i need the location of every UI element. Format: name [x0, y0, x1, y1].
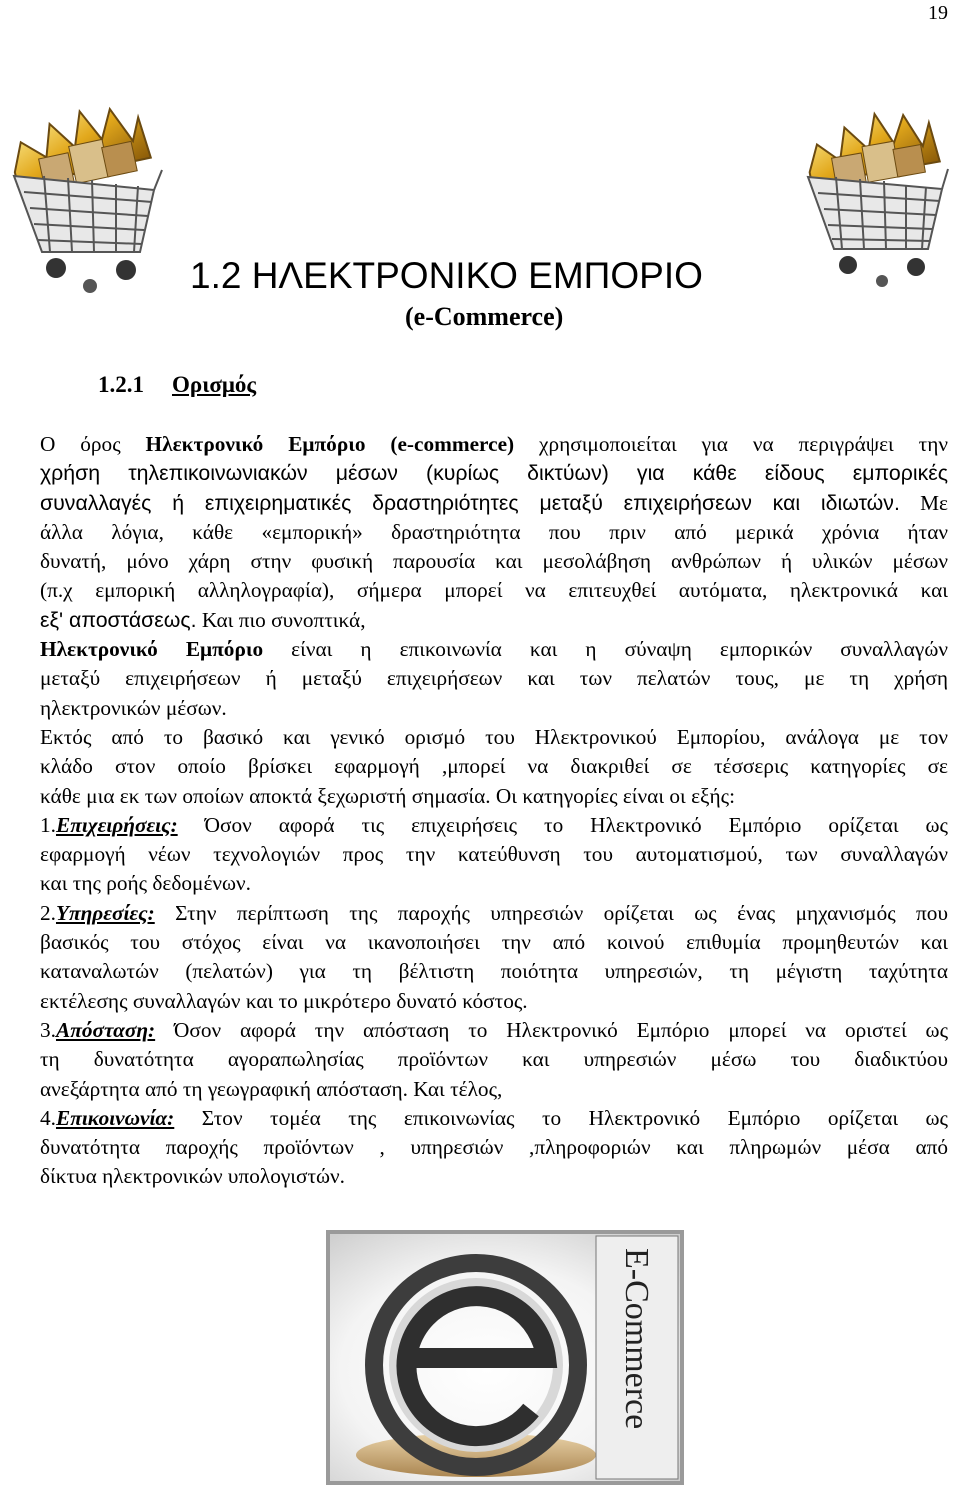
text-line: Ο όρος Ηλεκτρονικό Εμπόριο (e-commerce) χρησιμοποιείται για να περιγράψει την: [40, 432, 949, 456]
text-line: ανεξάρτητα από τη γεωγραφική απόσταση. Και τέλος,: [40, 1076, 503, 1101]
e-commerce-logo: [326, 1230, 684, 1485]
logo-text: E-Commerce: [618, 1248, 655, 1430]
page-title: 1.2 ΗΛΕΚΤΡΟΝΙΚΟ ΕΜΠΟΡΙΟ: [190, 255, 703, 296]
section-number: 1.2.1: [98, 372, 144, 397]
www-shopping-cart-icon: [800, 85, 950, 290]
page-number: 19: [928, 2, 948, 24]
text-line: εκτέλεσης συναλλαγών και το μικρότερο δυνατό κόστος.: [40, 988, 528, 1013]
text-line: κάθε μια εκ των οποίων αποκτά ξεχωριστή σημασία. Οι κατηγορίες είναι οι εξής:: [40, 783, 736, 808]
text-line: άλλα λόγια, κάθε «εμπορική» δραστηριότητα που πριν από μερικά χρόνια ήταν: [40, 519, 948, 544]
page-subtitle: (e-Commerce): [405, 302, 564, 331]
category-name: Απόσταση:: [55, 1017, 156, 1042]
categories-intro-paragraph: [40, 723, 948, 811]
text-line: εφαρμογή νέων τεχνολογιών προς την κατεύθυνση του αυτοματισμού, των συναλλαγών: [40, 842, 948, 867]
term-ecommerce: Ηλεκτρονικό Εμπόριο (e-commerce): [145, 432, 515, 456]
category-name: Επιχειρήσεις:: [55, 812, 178, 837]
text-line: Εκτός από το βασικό και γενικό ορισμό του Ηλεκτρονικού Εμπορίου, ανάλογα με τον: [40, 724, 948, 749]
category-item: [40, 811, 948, 899]
definition-paragraph: [40, 430, 948, 723]
text-line: δυνατότητα παροχής προϊόντων , υπηρεσιών ,πληροφοριών και πληρωμών μέσα από: [40, 1135, 948, 1160]
category-name: Υπηρεσίες:: [55, 900, 155, 925]
text-line: 2.Υπηρεσίες: Στην περίπτωση της παροχής υπηρεσιών ορίζεται ως ένας μηχανισμός που: [40, 900, 948, 925]
text-line: δυνατή, μόνο χάρη στην φυσική παρουσία και μεσολάβηση ανθρώπων ή υλικών μέσων: [40, 549, 948, 574]
text-line: χρήση τηλεπικοινωνιακών μέσων (κυρίως δικτύων) για κάθε είδους εμπορικές: [40, 461, 948, 486]
text-line: και της ροής δεδομένων.: [40, 871, 252, 896]
text-line: κλάδο στον οποίο βρίσκει εφαρμογή ,μπορεί να διακριθεί σε τέσσερις κατηγορίες σε: [40, 754, 948, 779]
text-line: ηλεκτρονικών μέσων.: [40, 695, 227, 720]
category-item: [40, 1104, 948, 1192]
text-line: 4.Επικοινωνία: Στον τομέα της επικοινωνίας το Ηλεκτρονικό Εμπόριο ορίζεται ως: [40, 1105, 948, 1130]
text-line: Ηλεκτρονικό Εμπόριο είναι η επικοινωνία και η σύναψη εμπορικών συναλλαγών: [40, 637, 948, 662]
category-name: Επικοινωνία:: [55, 1105, 175, 1130]
text-line: δίκτυα ηλεκτρονικών υπολογιστών.: [40, 1164, 345, 1189]
text-line: εξ' αποστάσεως. Και πιο συνοπτικά,: [40, 607, 366, 632]
text-line: βασικός του στόχος είναι να ικανοποιήσει την από κοινού επιθυμία προμηθευτών και: [40, 930, 948, 955]
text-line: 1.Επιχειρήσεις: Όσον αφορά τις επιχειρήσεις το Ηλεκτρονικό Εμπόριο ορίζεται ως: [40, 812, 948, 837]
text-line: τη δυνατότητα αγοραπωλησίας προϊόντων και υπηρεσιών μέσω του διαδικτύου: [40, 1047, 948, 1072]
www-shopping-cart-icon: [4, 80, 164, 295]
body-text: [40, 430, 948, 1192]
text-line: καταναλωτών (πελατών) για τη βέλτιστη ποιότητα υπηρεσιών, τη μέγιστη ταχύτητα: [40, 959, 948, 984]
section-heading: [98, 372, 256, 398]
text-line: 3.Απόσταση: Όσον αφορά την απόσταση το Ηλεκτρονικό Εμπόριο μπορεί να οριστεί ως: [40, 1017, 948, 1042]
section-label: Ορισμός: [172, 372, 257, 397]
text-line: μεταξύ επιχειρήσεων ή μεταξύ επιχειρήσεων και των πελατών τους, με τη χρήση: [40, 666, 948, 691]
category-item: [40, 899, 948, 1016]
category-item: [40, 1016, 948, 1104]
text-line: συναλλαγές ή επιχειρηματικές δραστηριότητες μεταξύ επιχειρήσεων και ιδιωτών. Με: [40, 490, 948, 515]
text-line: (π.χ εμπορική αλληλογραφία), σήμερα μπορεί να επιτευχθεί αυτόματα, ηλεκτρονικά και: [40, 578, 948, 603]
term-ecommerce: Ηλεκτρονικό Εμπόριο: [40, 637, 264, 662]
